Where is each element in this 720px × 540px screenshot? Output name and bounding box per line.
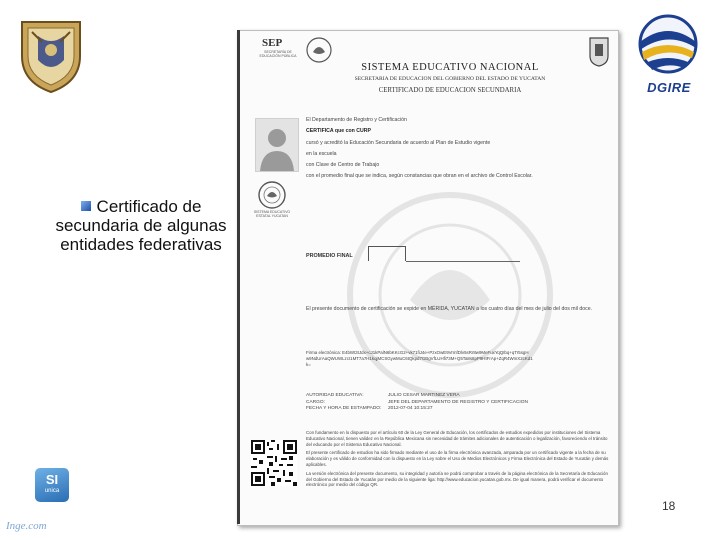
page-number: 18 bbox=[662, 499, 676, 513]
auth-value: JEFE DEL DEPARTAMENTO DE REGISTRO Y CERTIFICACION bbox=[388, 399, 528, 405]
slide-title bbox=[46, 197, 236, 254]
corner-watermark: Inge.com bbox=[6, 520, 47, 532]
auth-label: AUTORIDAD EDUCATIVA: bbox=[306, 393, 364, 398]
si-unica-logo bbox=[35, 468, 69, 502]
qr-code bbox=[251, 440, 297, 486]
authority-block bbox=[306, 393, 608, 413]
auth-label: FECHA Y HORA DE ESTAMPADO: bbox=[306, 406, 382, 411]
footer-legal-text bbox=[306, 430, 610, 488]
signature-line: k= bbox=[306, 362, 311, 367]
signature-block bbox=[306, 350, 608, 368]
si-logo-text: SI bbox=[45, 472, 59, 487]
cert-line-1: El Departamento de Registro y Certificación bbox=[306, 117, 407, 123]
cert-header-title: CERTIFICADO DE EDUCACION SECUNDARIA bbox=[378, 87, 522, 94]
slide-title-text: Certificado de secundaria de algunas entidades federativas bbox=[55, 197, 227, 254]
cert-line-3: cursó y acreditó la Educación Secundaria de acuerdo al Plan de Estudio vigente bbox=[306, 140, 491, 146]
seal-caption: SISTEMA EDUCATIVO ESTATAL YUCATAN bbox=[253, 210, 291, 218]
footer-paragraph: Con fundamento en lo dispuesto por el artículo 60 de la Ley General de Educación, los certificados de estudios expedidos por instituciones del Sistema Educativo Nacional, tienen validez en la República Mexicana sin necesidad de trámites adicionales de autenticación o legalización, favoreciendo el tránsito del educando por el Sistema Educativo Nacional. bbox=[306, 430, 608, 447]
auth-value: 2012-07-04 10:15:27 bbox=[388, 406, 433, 411]
cert-line-5: con Clave de Centro de Trabajo bbox=[306, 162, 380, 168]
bullet-icon bbox=[81, 201, 91, 211]
promedio-label: PROMEDIO FINAL bbox=[306, 253, 353, 259]
si-logo-subtext: unica bbox=[44, 488, 60, 494]
signature-line: Firma electrónica: E4bWt3IJdx+cJ1kPalN6bKKcG2+vk71fiJ4e+PzxOwE9VrmfDlv5sRr8w9MeFuxYqQIbq+qTr5sgH bbox=[306, 350, 529, 355]
certificate-edge bbox=[237, 30, 240, 524]
cert-line-6: con el promedio final que se indica, según constancias que obran en el archivo de Control Escolar. bbox=[306, 173, 533, 179]
auth-label: CARGO: bbox=[306, 399, 325, 405]
auth-value: JULIO CESAR MARTINEZ VERA bbox=[388, 393, 460, 398]
footer-paragraph: El presente certificado de estudios ha sido firmado mediante el uso de la firma electrónica avanzada, amparada por un certificado vigente a la fecha de su elaboración y es válido de conformidad con lo dispuesto en la Ley sobre el Uso de Medios Electrónicos y Firma Electrónica del Estado de Yucatán y demás aplicables. bbox=[306, 450, 609, 467]
grade-text-line bbox=[406, 261, 520, 262]
cert-line-2: CERTIFICA que con CURP bbox=[306, 128, 371, 134]
unam-seal-logo bbox=[18, 16, 84, 94]
sep-logo-subtitle: SECRETARÍA DE EDUCACIÓN PÚBLICA bbox=[259, 50, 297, 58]
dgire-logo-text: DGIRE bbox=[647, 80, 691, 95]
signature-line: w9NdUrAaQWUWLzcI1MT7a7H1kqjMCSGywMuC6tQkpd7GBgVfLUHfi73M+Q5Ta8s8pP9HtFrAp+ZqR4WmX2cKd1 bbox=[306, 356, 533, 361]
cert-header-sub: SECRETARIA DE EDUCACION DEL GOBIERNO DEL ESTADO DE YUCATAN bbox=[354, 76, 546, 82]
cert-line-4: en la escuela bbox=[306, 151, 337, 157]
state-seal-icon bbox=[257, 180, 287, 210]
footer-paragraph: La versión electrónica del presente documento, su integridad y autoría se podrá comprobar a través de la página electrónica de la Secretaría de Educación del Gobierno del Estado de Yucatán por medio de la siguiente liga: http://www.educacion.yucatan.gob.mx. De igual manera, podrá verificar el documento electrónico por medio del código QR. bbox=[306, 470, 608, 488]
sep-logo: SEP bbox=[262, 37, 283, 49]
national-eagle-icon bbox=[305, 36, 333, 64]
grade-box bbox=[368, 246, 406, 261]
place-paragraph: El presente documento de certificación se expide en MÉRIDA, YUCATAN a los cuatro días del mes de julio del dos mil doce. bbox=[306, 306, 593, 312]
cert-header-main: SISTEMA EDUCATIVO NACIONAL bbox=[361, 62, 539, 73]
mexico-seal-watermark bbox=[290, 180, 620, 410]
student-photo-placeholder bbox=[255, 118, 299, 172]
